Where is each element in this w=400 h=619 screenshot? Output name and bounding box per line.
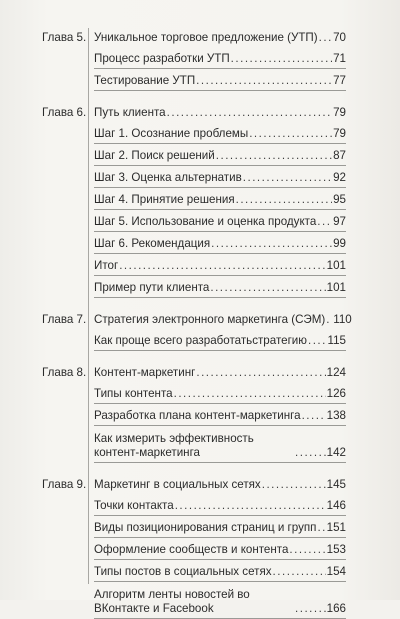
page-number: 151 xyxy=(326,521,346,534)
toc-entry xyxy=(94,428,346,460)
chapter-title: Уникальное торговое предложение (УТП) xyxy=(94,31,318,44)
leader-dots xyxy=(167,106,332,120)
entry-title: Тестирование УТП xyxy=(94,74,196,87)
entry-title: Шаг 1. Осознание проблемы xyxy=(94,127,249,140)
page-number: 110 xyxy=(333,313,352,326)
entry-underline xyxy=(94,209,346,210)
chapter-title: Путь клиента xyxy=(94,106,166,119)
entry-underline xyxy=(94,403,346,404)
entry-title: Точки контакта xyxy=(94,499,174,512)
page-number: 79 xyxy=(333,106,346,119)
page-number: 101 xyxy=(326,281,346,294)
leader-dots xyxy=(249,127,332,141)
leader-dots xyxy=(196,74,332,88)
toc-entry xyxy=(94,124,346,141)
chapter-section xyxy=(0,475,400,616)
page-number: 126 xyxy=(326,387,346,400)
leader-dots xyxy=(319,31,332,45)
entry-underline xyxy=(94,90,346,91)
page-number: 77 xyxy=(333,74,346,87)
leader-dots xyxy=(295,446,326,460)
entry-title: Алгоритм ленты новостей во ВКонтакте и Facebook xyxy=(94,588,250,615)
leader-dots xyxy=(262,478,326,492)
leader-dots xyxy=(302,409,326,423)
entry-underline xyxy=(94,537,346,538)
chapter-section xyxy=(0,28,400,88)
chapter-label: Глава 9. xyxy=(42,478,87,491)
page-number: 101 xyxy=(326,259,346,272)
chapter-title: Стратегия электронного маркетинга (СЭМ) xyxy=(94,313,326,326)
page-number: 92 xyxy=(333,171,346,184)
leader-dots xyxy=(273,565,326,579)
entry-title: Типы постов в социальных сетях xyxy=(94,565,272,578)
entry-title: Типы контента xyxy=(94,387,173,400)
entry-title: Шаг 3. Оценка альтернатив xyxy=(94,171,242,184)
entry-underline xyxy=(94,297,346,298)
toc-entry xyxy=(94,584,346,616)
entry-title: Итог xyxy=(94,259,119,272)
entry-underline xyxy=(94,581,346,582)
page-number: 97 xyxy=(333,215,346,228)
entry-title: Шаг 4. Принятие решения xyxy=(94,193,235,206)
toc-entry xyxy=(94,278,346,295)
leader-dots xyxy=(317,521,325,535)
entry-underline xyxy=(94,253,346,254)
entry-title: Оформление сообществ и контента xyxy=(94,543,289,556)
page-number: 124 xyxy=(326,366,346,379)
leader-dots xyxy=(289,543,325,557)
toc-entry xyxy=(94,168,346,185)
toc-entry xyxy=(94,518,346,535)
toc-entry xyxy=(94,212,346,229)
toc-entry xyxy=(94,406,346,423)
toc-entry xyxy=(94,496,346,513)
chapter-label: Глава 5. xyxy=(42,31,87,44)
chapter-label: Глава 8. xyxy=(42,366,87,379)
toc-entry xyxy=(94,146,346,163)
entry-underline xyxy=(94,187,346,188)
entry-underline xyxy=(94,231,346,232)
leader-dots xyxy=(231,52,332,66)
leader-dots xyxy=(175,499,326,513)
leader-dots xyxy=(295,602,326,616)
entry-title: Шаг 5. Использование и оценка продукта xyxy=(94,215,317,228)
entry-underline xyxy=(94,165,346,166)
toc-entry xyxy=(94,540,346,557)
page-number: 87 xyxy=(333,149,346,162)
leader-dots xyxy=(174,387,326,401)
toc-entry xyxy=(94,71,346,88)
entry-title: Виды позиционирования страниц и групп xyxy=(94,521,317,534)
chapter-title: Маркетинг в социальных сетях xyxy=(94,478,261,491)
entry-underline xyxy=(94,515,346,516)
chapter-heading xyxy=(42,310,352,327)
chapter-heading xyxy=(42,28,346,45)
entry-underline xyxy=(94,462,346,463)
page-number: 71 xyxy=(333,52,346,65)
leader-dots xyxy=(236,193,332,207)
chapter-heading xyxy=(42,475,346,492)
toc-entry xyxy=(94,190,346,207)
leader-dots xyxy=(119,259,325,273)
entry-underline xyxy=(94,559,346,560)
chapter-title: Контент-маркетинг xyxy=(94,366,196,379)
chapter-heading xyxy=(42,103,346,120)
entry-underline xyxy=(94,275,346,276)
toc-entry xyxy=(94,562,346,579)
page-number: 79 xyxy=(333,127,346,140)
leader-dots xyxy=(308,334,327,348)
leader-dots xyxy=(243,171,332,185)
page-number: 153 xyxy=(326,543,346,556)
toc-entry xyxy=(94,331,346,348)
page-number: 95 xyxy=(333,193,346,206)
page-number: 166 xyxy=(326,602,346,615)
chapter-heading xyxy=(42,363,346,380)
leader-dots xyxy=(196,366,325,380)
entry-title: Процесс разработки УТП xyxy=(94,52,230,65)
entry-title: Как измерить эффективность контент-маркетинга xyxy=(94,432,254,459)
page-number: 70 xyxy=(333,31,346,44)
entry-underline xyxy=(94,425,346,426)
leader-dots xyxy=(317,215,332,229)
chapter-section xyxy=(0,310,400,348)
toc-entry xyxy=(94,256,346,273)
entry-title: Разработка плана контент-маркетинга xyxy=(94,409,301,422)
page-number: 99 xyxy=(333,237,346,250)
page-number: 154 xyxy=(326,565,346,578)
page-number: 138 xyxy=(326,409,346,422)
toc-entry xyxy=(94,384,346,401)
page-number: 146 xyxy=(326,499,346,512)
page-number: 145 xyxy=(326,478,346,491)
chapter-label: Глава 7. xyxy=(42,313,87,326)
entry-underline xyxy=(94,350,346,351)
page-number: 115 xyxy=(327,334,346,347)
toc-entry xyxy=(94,49,346,66)
entry-underline xyxy=(94,143,346,144)
chapter-section xyxy=(0,363,400,460)
leader-dots xyxy=(211,237,332,251)
page-number: 142 xyxy=(326,446,346,459)
leader-dots xyxy=(326,313,332,327)
toc-entry xyxy=(94,234,346,251)
chapter-label: Глава 6. xyxy=(42,106,87,119)
entry-title: Шаг 2. Поиск решений xyxy=(94,149,215,162)
entry-title: Шаг 6. Рекомендация xyxy=(94,237,211,250)
entry-title: Как проще всего разработатьстратегию xyxy=(94,334,307,347)
leader-dots xyxy=(210,281,325,295)
entry-underline xyxy=(94,68,346,69)
leader-dots xyxy=(216,149,332,163)
entry-title: Пример пути клиента xyxy=(94,281,210,294)
chapter-section xyxy=(0,103,400,295)
